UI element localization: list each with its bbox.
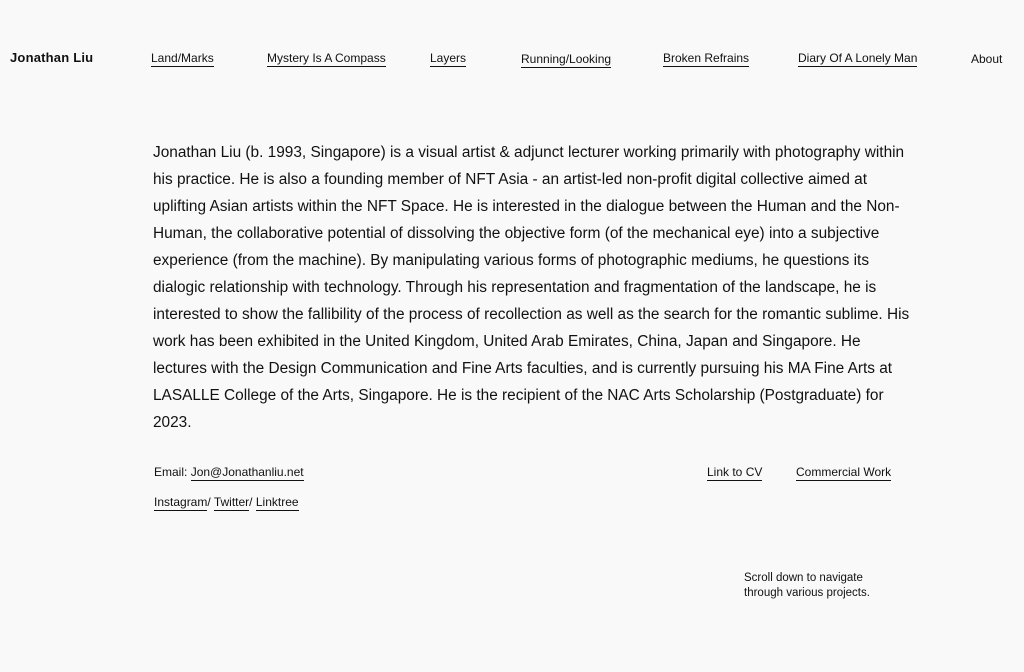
commercial-work-link[interactable]: Commercial Work	[796, 465, 892, 479]
instagram-link[interactable]: Instagram	[154, 495, 208, 509]
email-link[interactable]: Jon@Jonathanliu.net	[190, 465, 304, 479]
commercial-line	[796, 465, 891, 479]
nav-link-about[interactable]: About	[971, 52, 1003, 66]
nav-link-layers[interactable]: Layers	[430, 51, 467, 65]
social-links	[154, 495, 299, 509]
cv-line	[707, 465, 762, 479]
email-label: Email:	[154, 465, 188, 479]
nav-link-land-marks[interactable]: Land/Marks	[151, 51, 214, 65]
scroll-hint: Scroll down to navigate through various projects.	[744, 572, 870, 599]
nav-link-running-looking[interactable]: Running/Looking	[521, 52, 612, 66]
nav-link-broken-refrains[interactable]: Broken Refrains	[663, 51, 750, 65]
linktree-link[interactable]: Linktree	[255, 495, 299, 509]
nav-link-diary-of-a-lonely-man[interactable]: Diary Of A Lonely Man	[798, 51, 918, 65]
social-separator: /	[207, 495, 211, 509]
site-title-link[interactable]: Jonathan Liu	[10, 50, 94, 65]
bio-paragraph: Jonathan Liu (b. 1993, Singapore) is a visual artist & adjunct lecturer working primarily with photography within his practice. He is also a founding member of NFT Asia - an artist-led non-profit digital collective aimed at uplifting Asian artists within the NFT Space. He is interested in the dialogue between the Human and the Non-Human, the collaborative potential of dissolving the objective form (of the mechanical eye) into a subjective experience (from the machine). By manipulating various forms of photographic mediums, he questions its dialogic relationship with technology. Through his representation and fragmentation of the landscape, he is interested to show the fallibility of the process of recollection as well as the search for the romantic sublime. His work has been exhibited in the United Kingdom, United Arab Emirates, China, Japan and Singapore. He lectures with the Design Communication and Fine Arts faculties, and is currently pursuing his MA Fine Arts at LASALLE College of the Arts, Singapore. He is the recipient of the NAC Arts Scholarship (Postgraduate) for 2023.	[153, 144, 910, 431]
social-separator: /	[249, 495, 253, 509]
cv-link[interactable]: Link to CV	[707, 465, 763, 479]
twitter-link[interactable]: Twitter	[213, 495, 250, 509]
email-line	[154, 465, 304, 479]
nav-link-mystery-is-a-compass[interactable]: Mystery Is A Compass	[267, 51, 386, 65]
